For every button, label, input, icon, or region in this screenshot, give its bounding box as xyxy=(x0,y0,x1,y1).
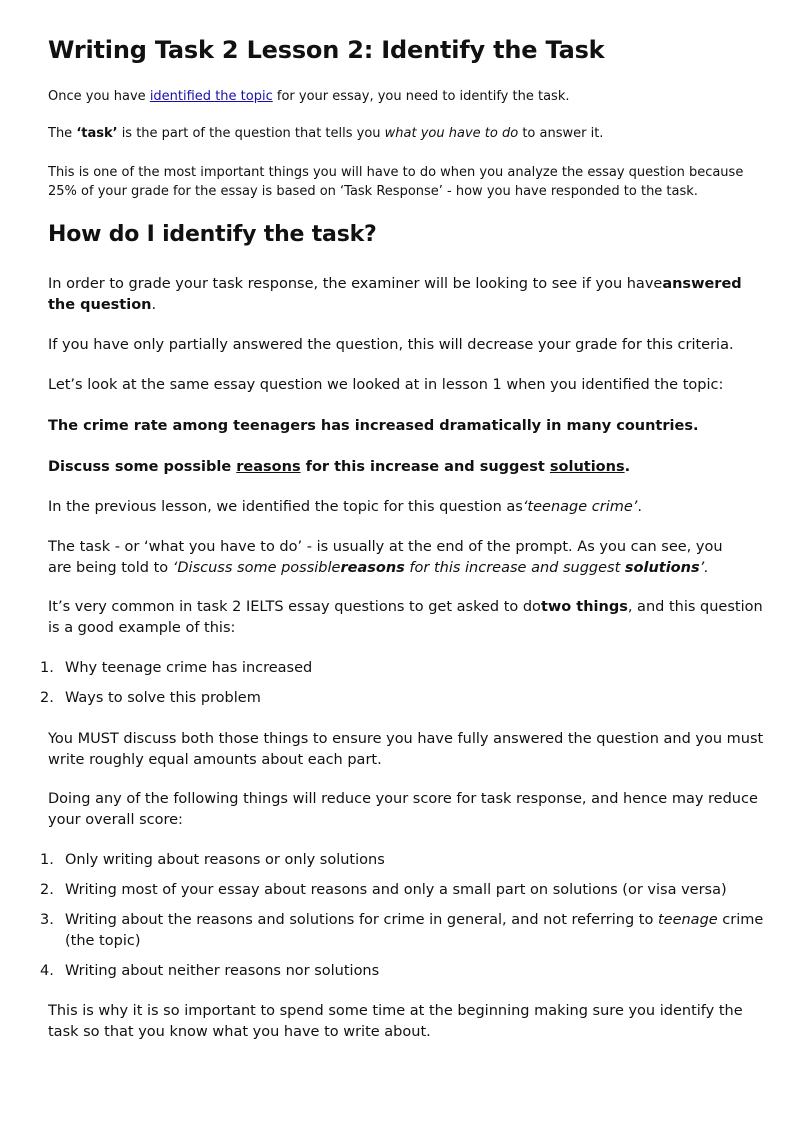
body-paragraph-4 xyxy=(48,497,642,518)
list-number: 1. xyxy=(40,660,54,676)
body-italic-quote xyxy=(173,560,709,576)
essay-question-line-2 xyxy=(48,457,630,478)
body-bold-text: answered the question xyxy=(48,276,742,313)
body-italic-text: ‘teenage crime’ xyxy=(522,499,638,515)
body-text: . xyxy=(637,499,643,515)
list-number: 2. xyxy=(40,690,54,706)
body-paragraph-7: You MUST discuss both those things to ensure you have fully answered the question and you must write roughly equal amounts about each part. xyxy=(48,731,764,768)
task-term-bold: ‘task’ xyxy=(76,126,118,141)
list-number: 3. xyxy=(40,912,54,928)
intro-paragraph-1 xyxy=(48,87,569,106)
list-item xyxy=(40,850,772,871)
intro-text: for your essay, you need to identify the task. xyxy=(272,89,570,104)
list-item xyxy=(40,688,772,709)
body-text: In order to grade your task response, the examiner will be looking to see if you have xyxy=(48,276,663,292)
essay-question-line-1: The crime rate among teenagers has increased dramatically in many countries. xyxy=(48,418,699,434)
task-parts-list xyxy=(40,658,772,718)
list-number: 2. xyxy=(40,882,54,898)
question-underlined-solutions: solutions xyxy=(549,459,625,475)
body-text: , and this question is a good example of this: xyxy=(48,599,763,636)
intro-text: Once you have xyxy=(48,89,150,104)
body-paragraph-2: If you have only partially answered the question, this will decrease your grade for this criteria. xyxy=(48,337,734,353)
list-item xyxy=(40,880,772,901)
list-item xyxy=(40,961,772,982)
intro-text: to answer it. xyxy=(518,126,604,141)
intro-italic-text: what you have to do xyxy=(384,126,519,141)
list-item-text: Writing about the reasons and solutions for crime in general, and not referring to xyxy=(65,912,658,928)
body-paragraph-6 xyxy=(48,597,772,639)
question-text: Discuss some possible xyxy=(48,459,237,475)
body-text: The task - or ‘what you have to do’ - is usually at the end of the prompt. As you can see, you are being told to xyxy=(48,539,723,576)
intro-text: is the part of the question that tells you xyxy=(117,126,385,141)
list-item-text: Why teenage crime has increased xyxy=(65,660,313,676)
question-text: . xyxy=(624,459,631,475)
list-item xyxy=(40,658,772,679)
body-paragraph-5 xyxy=(48,537,748,579)
list-number: 1. xyxy=(40,852,54,868)
question-text: for this increase and suggest xyxy=(300,459,550,475)
body-paragraph-9: This is why it is so important to spend some time at the beginning making sure you identify the task so that you know what you have to write about. xyxy=(48,1003,743,1040)
body-bold-italic-text: reasons xyxy=(340,560,405,576)
list-item-text: Ways to solve this problem xyxy=(65,690,261,706)
list-item-italic-text: teenage xyxy=(657,912,718,928)
list-item-text: Writing most of your essay about reasons and only a small part on solutions (or visa versa) xyxy=(65,882,727,898)
body-text: It’s very common in task 2 IELTS essay questions to get asked to do xyxy=(48,599,541,615)
list-item-text: Writing about neither reasons nor solutions xyxy=(65,963,380,979)
body-italic-text: for this increase and suggest xyxy=(404,560,625,576)
body-italic-text: ’. xyxy=(699,560,709,576)
body-italic-text: ‘Discuss some possible xyxy=(172,560,341,576)
list-number: 4. xyxy=(40,963,54,979)
body-paragraph-8: Doing any of the following things will reduce your score for task response, and hence may reduce your overall score: xyxy=(48,791,758,828)
list-item-text: crime (the topic) xyxy=(65,912,764,949)
identified-the-topic-link[interactable]: identified the topic xyxy=(149,89,273,104)
body-text: . xyxy=(151,297,157,313)
body-text: In the previous lesson, we identified the topic for this question as xyxy=(48,499,523,515)
body-paragraph-3: Let’s look at the same essay question we looked at in lesson 1 when you identified the topic: xyxy=(48,377,724,393)
intro-paragraph-3: This is one of the most important things you will have to do when you analyze the essay question because 25% of your grade for the essay is based on ‘Task Response’ - how you have responded to the task. xyxy=(48,165,744,199)
mistakes-list xyxy=(40,850,772,991)
body-bold-text: two things xyxy=(540,599,628,615)
list-item-text: Only writing about reasons or only solutions xyxy=(65,852,385,868)
list-item xyxy=(40,910,772,952)
intro-paragraph-2 xyxy=(48,124,603,143)
question-underlined-reasons: reasons xyxy=(236,459,301,475)
intro-text: The xyxy=(48,126,77,141)
body-paragraph-1 xyxy=(48,274,772,316)
page-title: Writing Task 2 Lesson 2: Identify the Task xyxy=(48,36,605,64)
section-heading: How do I identify the task? xyxy=(48,222,377,247)
body-bold-italic-text: solutions xyxy=(624,560,700,576)
